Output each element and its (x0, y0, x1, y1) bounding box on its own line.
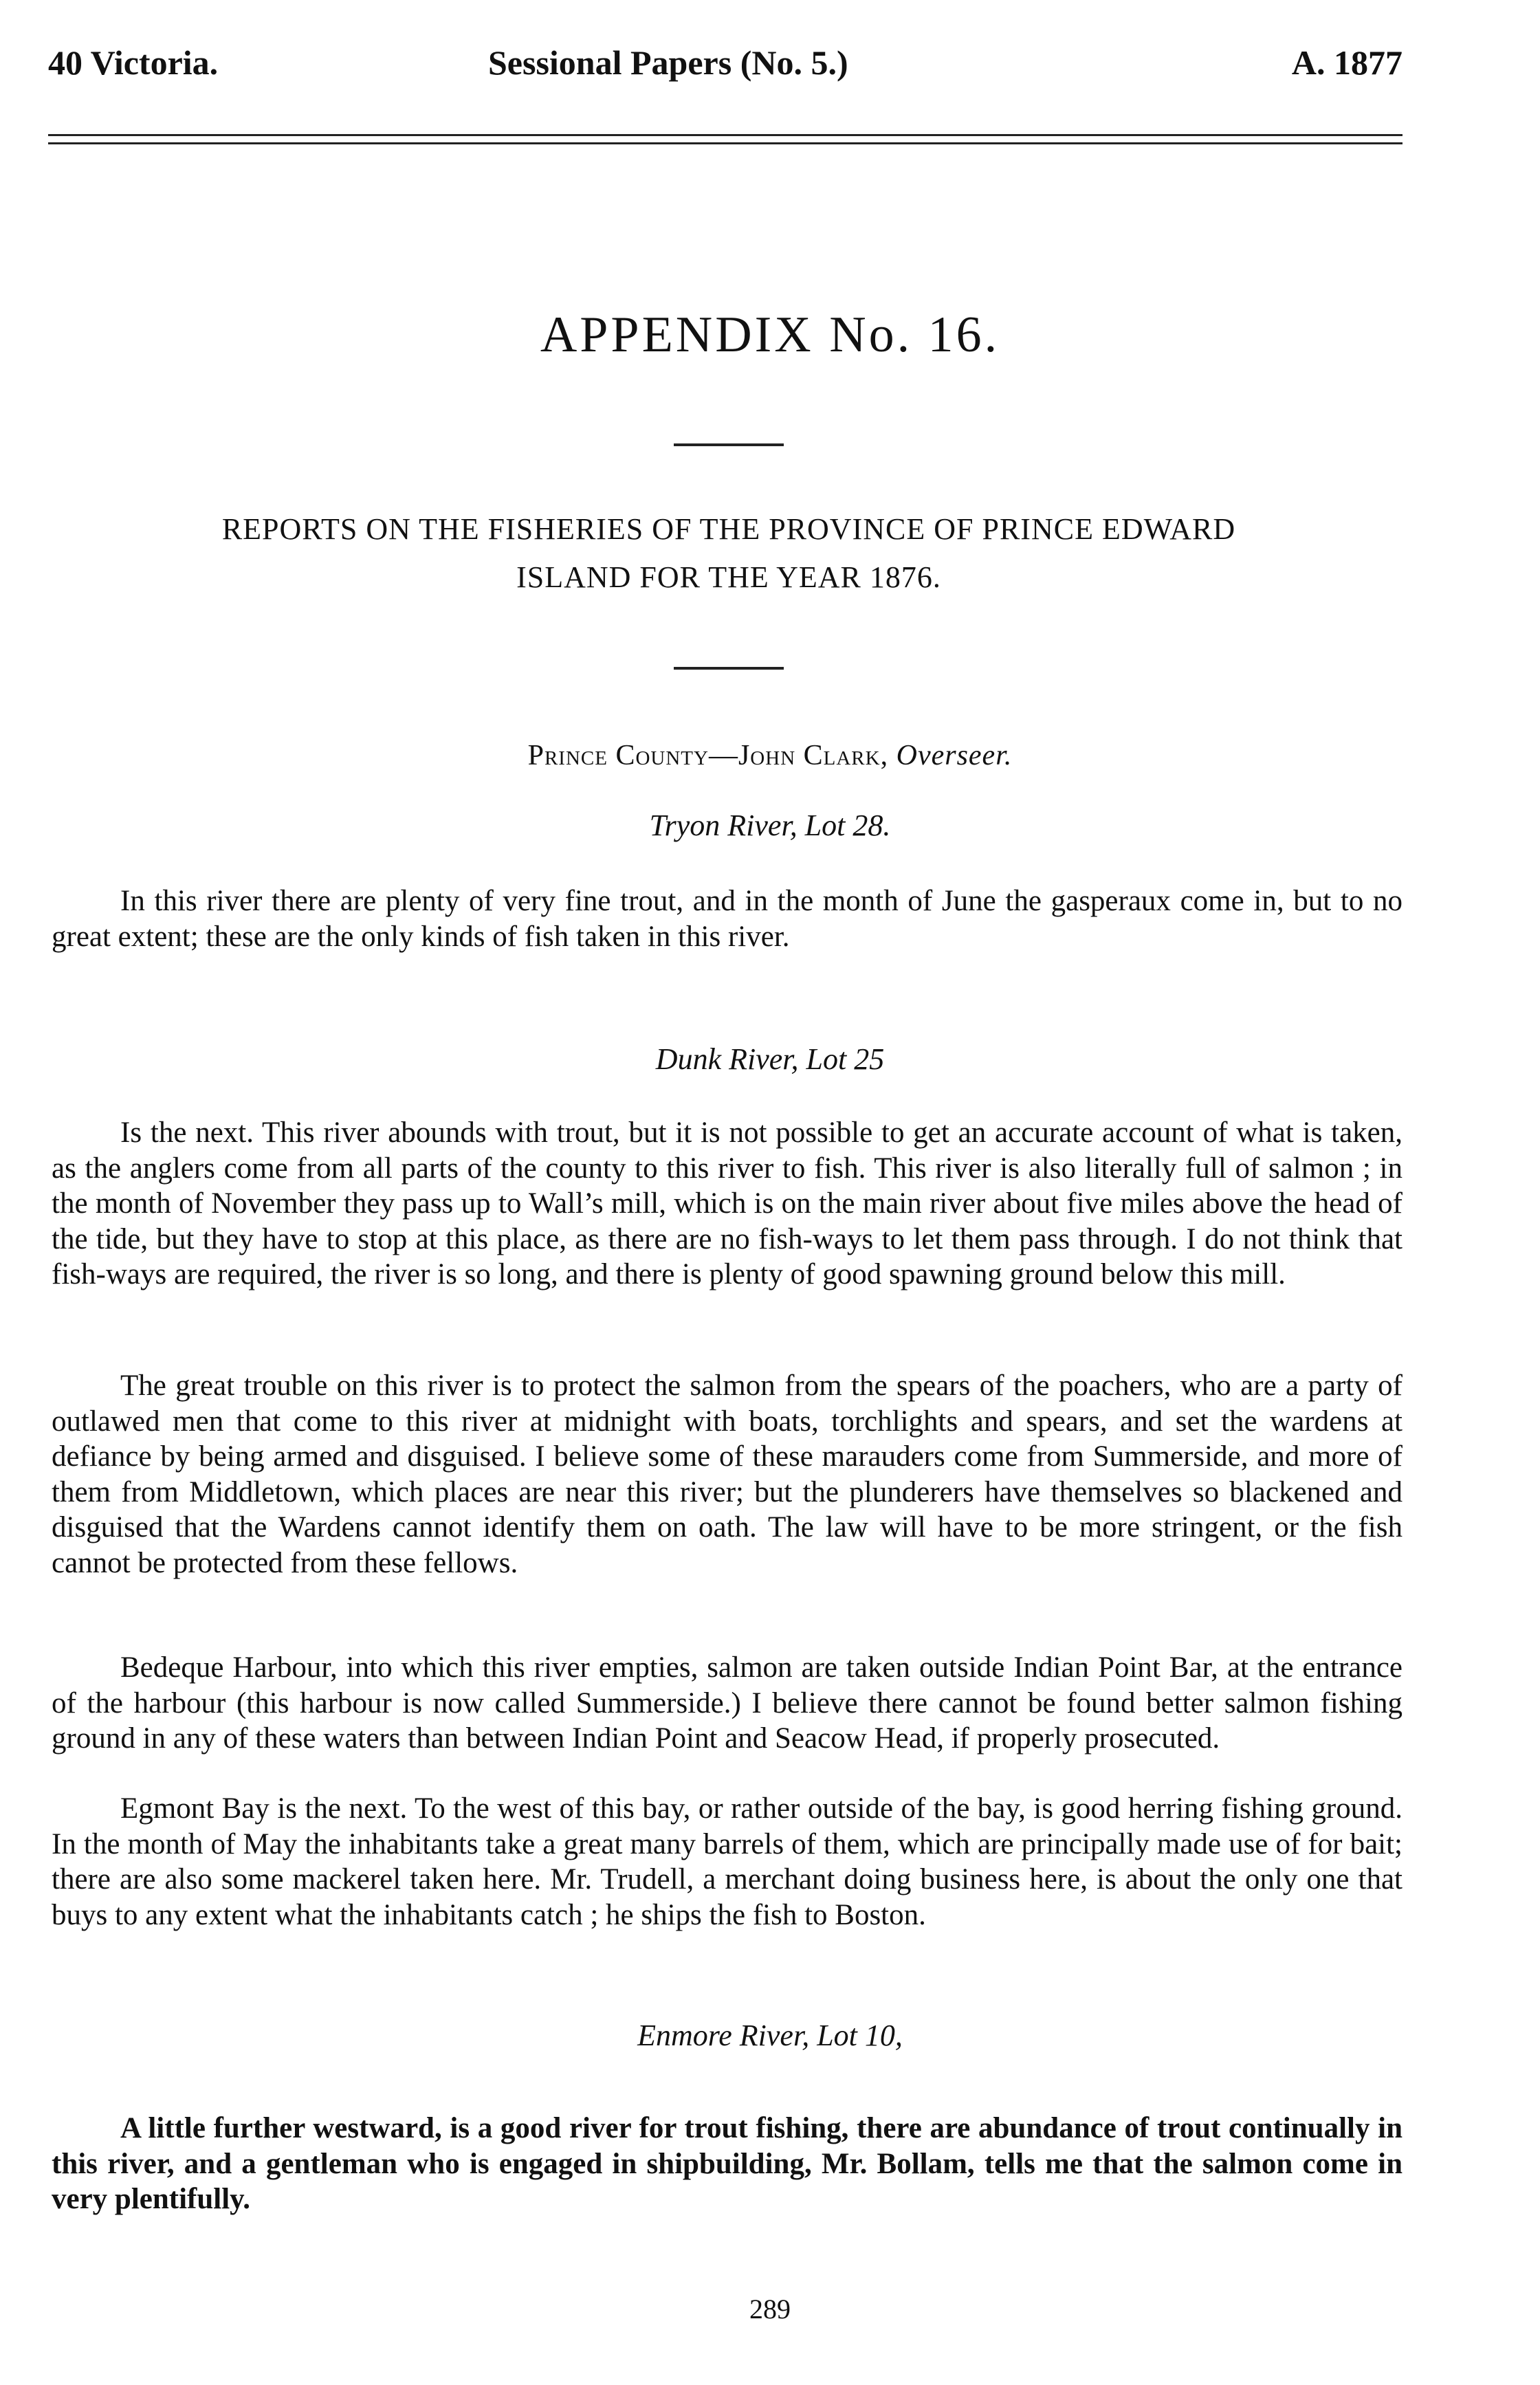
county-heading (0, 739, 1540, 772)
paragraph: In this river there are plenty of very fine trout, and in the month of June the gasperaux come in, but to no great extent; these are the only kinds of fish taken in this river. (52, 885, 1402, 953)
page-number: 289 (749, 2294, 791, 2324)
header-rule-bottom (48, 142, 1402, 144)
appendix-title: APPENDIX No. 16. (540, 307, 1000, 363)
section-heading: Enmore River, Lot 10, (637, 2019, 903, 2052)
header-rule-top (48, 134, 1402, 136)
paragraph: A little further westward, is a good river for trout fishing, there are abundance of trout continually in this river, and a gentleman who is engaged in shipbuilding, Mr. Bollam, tells me that the salmon come in very plentifully. (52, 2112, 1402, 2215)
paragraph: Egmont Bay is the next. To the west of this bay, or rather outside of the bay, is good herring fishing ground. In the month of May the inhabitants take a great many barrels of them, which are principally made use of for bait; there are also some mackerel taken here. Mr. Trudell, a merchant doing business here, is about the only one that buys to any extent what the inhabitants catch ; he ships the fish to Boston. (52, 1792, 1402, 1931)
section-heading: Dunk River, Lot 25 (655, 1042, 885, 1076)
reports-title-line-1: REPORTS ON THE FISHERIES OF THE PROVINCE OF PRINCE EDWARD (221, 512, 1236, 546)
paragraph: Is the next. This river abounds with trout, but it is not possible to get an accurate account of what is taken, as the anglers come from all parts of the county to this river to fish. This river is also literally full of salmon ; in the month of November they pass up to Wall’s mill, which is on the main river about five miles above the head of the tide, but they have to stop at this place, as there are no fish-ways to let them pass through. I do not think that fish-ways are required, the river is so long, and there is plenty of good spawning ground below this mill. (52, 1117, 1402, 1290)
header-right: A. 1877 (1291, 43, 1402, 82)
county-role: Overseer. (896, 740, 1013, 771)
county-name: Prince County—John Clark, (527, 740, 889, 771)
divider-rule (674, 667, 784, 670)
paragraph: The great trouble on this river is to protect the salmon from the spears of the poachers, who are a party of outlawed men that come to this river at midnight with boats, torchlights and spears, and set the wardens at defiance by being armed and disguised. I believe some of these marauders come from Summerside, and more of them from Middletown, which places are near this river; but the plunderers have themselves so blackened and disguised that the Wardens cannot identify them on oath. The law will have to be more stringent, or the fish cannot be protected from these fellows. (52, 1370, 1402, 1579)
header-left: 40 Victoria. (48, 43, 219, 82)
header-center: Sessional Papers (No. 5.) (488, 43, 848, 82)
reports-title-line-2: ISLAND FOR THE YEAR 1876. (516, 560, 941, 594)
paragraph: Bedeque Harbour, into which this river empties, salmon are taken outside Indian Point Bar, at the entrance of the harbour (this harbour is now called Summerside.) I believe there cannot be found better salmon fishing ground in any of these waters than between Indian Point and Seacow Head, if properly prosecuted. (52, 1651, 1402, 1755)
running-header (48, 43, 1402, 98)
section-heading: Tryon River, Lot 28. (649, 809, 891, 842)
divider-rule (674, 443, 784, 446)
reports-title (55, 505, 1402, 602)
